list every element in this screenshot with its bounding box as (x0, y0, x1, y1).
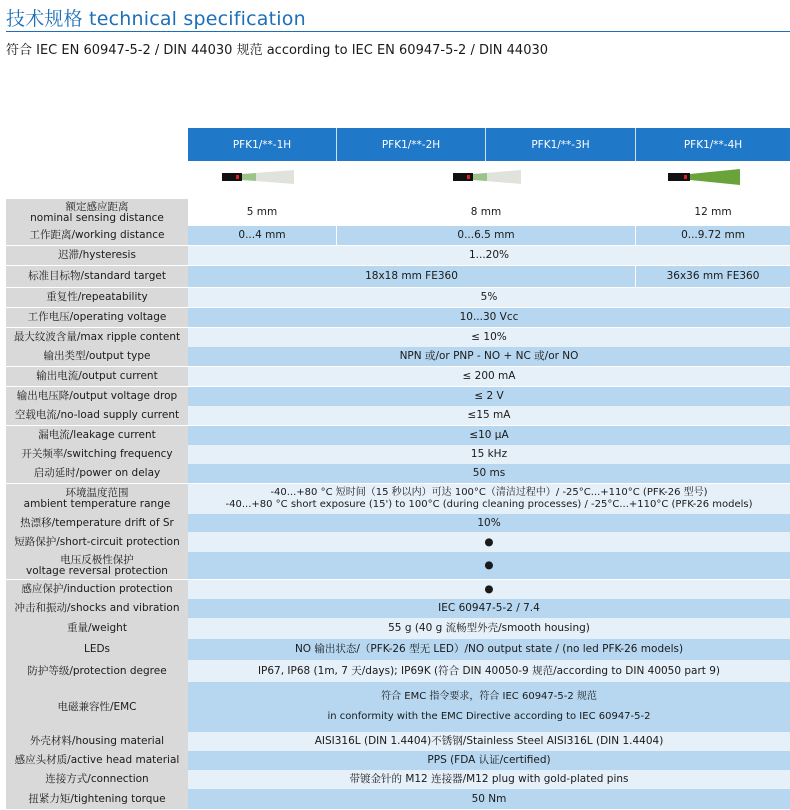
row-label-en: nominal sensing distance (30, 211, 164, 224)
row-switching-frequency (6, 445, 790, 464)
row-label: 输出类型/output type (6, 347, 188, 366)
row-label: 外壳材料/housing material (6, 732, 188, 751)
column-header-4h: PFK1/**-4H (636, 128, 790, 161)
row-value: ≤15 mA (188, 406, 790, 425)
value-4h: 36x36 mm FE360 (636, 266, 790, 287)
row-value: ● (188, 552, 790, 579)
row-label: 防护等级/protection degree (6, 660, 188, 682)
row-value: 50 Nm (188, 789, 790, 809)
row-value: ● (188, 532, 790, 552)
row-leds (6, 639, 790, 660)
row-value: PPS (FDA 认证/certified) (188, 751, 790, 770)
row-voltage-reversal-protection (6, 552, 790, 579)
row-label: 标准目标物/standard target (6, 266, 188, 287)
row-label (6, 199, 188, 226)
row-label: 连接方式/connection (6, 770, 188, 789)
row-hysteresis (6, 246, 790, 265)
row-value: ≤ 2 V (188, 387, 790, 406)
row-value: NPN 或/or PNP - NO + NC 或/or NO (188, 347, 790, 366)
row-no-load-current (6, 406, 790, 425)
column-header-2h: PFK1/**-2H (337, 128, 485, 161)
row-output-current (6, 367, 790, 386)
row-value: 50 ms (188, 464, 790, 483)
row-emc (6, 682, 790, 732)
row-label (6, 484, 188, 514)
row-housing-material (6, 732, 790, 751)
row-tightening-torque (6, 789, 790, 809)
row-value: ≤10 µA (188, 426, 790, 445)
row-label (6, 552, 188, 579)
row-operating-voltage (6, 308, 790, 327)
row-power-on-delay (6, 464, 790, 483)
row-output-voltage-drop (6, 387, 790, 406)
row-output-type (6, 347, 790, 366)
row-value: 55 g (40 g 流畅型外壳/smooth housing) (188, 618, 790, 639)
row-value: ● (188, 580, 790, 599)
row-label: 感应头材质/active head material (6, 751, 188, 770)
row-value: 10...30 Vcc (188, 308, 790, 327)
row-value: 5% (188, 288, 790, 307)
row-value: NO 输出状态/（PFK-26 型无 LED）/NO output state / (no led PFK-26 models) (188, 639, 790, 660)
value-line-en: -40...+80 °C short exposure (15') to 100°C (during cleaning processes) / -25°C...+110°C (PFK-26 models) (225, 499, 753, 510)
page-subtitle: 符合 IEC EN 60947-5-2 / DIN 44030 规范 according to IEC EN 60947-5-2 / DIN 44030 (6, 43, 549, 58)
row-weight (6, 618, 790, 639)
row-induction-protection (6, 580, 790, 599)
row-label: 电磁兼容性/EMC (6, 682, 188, 732)
row-temperature-drift (6, 514, 790, 532)
sensor-4h-icon (668, 169, 740, 185)
row-label: 工作电压/operating voltage (6, 308, 188, 327)
row-connection (6, 770, 790, 789)
row-label: 扭紧力矩/tightening torque (6, 789, 188, 809)
value-2h-3h: 0...6.5 mm (337, 226, 635, 245)
row-label: 重复性/repeatability (6, 288, 188, 307)
row-value: 带镀金针的 M12 连接器/M12 plug with gold-plated pins (188, 770, 790, 789)
row-label: 冲击和振动/shocks and vibration (6, 599, 188, 618)
row-value (188, 682, 790, 732)
row-protection-degree (6, 660, 790, 682)
value-1h-3h: 18x18 mm FE360 (188, 266, 635, 287)
row-value: ≤ 10% (188, 328, 790, 347)
value-line-cn: 符合 EMC 指令要求，符合 IEC 60947-5-2 规范 (381, 691, 597, 702)
column-header-3h: PFK1/**-3H (486, 128, 635, 161)
row-active-head-material (6, 751, 790, 770)
row-label: LEDs (6, 639, 188, 660)
row-sensing-distance (6, 199, 790, 226)
row-value: AISI316L (DIN 1.4404)不锈钢/Stainless Steel AISI316L (DIN 1.4404) (188, 732, 790, 751)
row-label-en: ambient temperature range (23, 498, 171, 510)
row-value (188, 484, 790, 514)
sensor-2h-icon (453, 170, 521, 184)
row-label: 最大纹波含量/max ripple content (6, 328, 188, 347)
row-value: ≤ 200 mA (188, 367, 790, 386)
row-value: 10% (188, 514, 790, 532)
row-label: 感应保护/induction protection (6, 580, 188, 599)
row-label: 漏电流/leakage current (6, 426, 188, 445)
value-1h: 5 mm (246, 206, 278, 218)
row-label-cn: 环境温度范围 (65, 487, 129, 499)
value-line-cn: -40...+80 °C 短时间（15 秒以内）可达 100°C（清洁过程中）/ -25°C...+110°C (PFK-26 型号) (270, 487, 708, 498)
value-2h-3h: 8 mm (470, 206, 502, 218)
page-title: 技术规格 technical specification (6, 8, 306, 30)
title-divider (6, 31, 790, 32)
sensor-icons-row (6, 161, 790, 191)
row-label-cn: 额定感应距离 (65, 200, 129, 213)
row-value: 15 kHz (188, 445, 790, 464)
row-label: 短路保护/short-circuit protection (6, 532, 188, 552)
column-header-1h: PFK1/**-1H (188, 128, 336, 161)
row-label: 热漂移/temperature drift of Sr (6, 514, 188, 532)
row-shocks-vibration (6, 599, 790, 618)
value-line-en: in conformity with the EMC Directive according to IEC 60947-5-2 (327, 711, 651, 722)
row-label: 开关频率/switching frequency (6, 445, 188, 464)
value-1h: 0...4 mm (188, 226, 336, 245)
value-4h: 0...9.72 mm (636, 226, 790, 245)
row-label: 工作距离/working distance (6, 226, 188, 245)
row-label: 迟滞/hysteresis (6, 246, 188, 265)
row-value: IEC 60947-5-2 / 7.4 (188, 599, 790, 618)
row-value: 1...20% (188, 246, 790, 265)
row-short-circuit-protection (6, 532, 790, 552)
row-ambient-temperature (6, 484, 790, 514)
row-label: 输出电压降/output voltage drop (6, 387, 188, 406)
row-repeatability (6, 288, 790, 307)
row-label: 重量/weight (6, 618, 188, 639)
value-4h: 12 mm (694, 206, 732, 218)
row-label: 输出电流/output current (6, 367, 188, 386)
row-working-distance (6, 226, 790, 245)
row-max-ripple (6, 328, 790, 347)
sensor-1h-icon (222, 170, 294, 184)
row-value: IP67, IP68 (1m, 7 天/days); IP69K (符合 DIN 40050-9 规范/according to DIN 40050 part 9) (188, 660, 790, 682)
row-standard-target (6, 266, 790, 287)
row-leakage-current (6, 426, 790, 445)
row-label-cn: 电压反极性保护 (60, 553, 134, 566)
row-label-en: voltage reversal protection (26, 564, 168, 577)
row-label: 空载电流/no-load supply current (6, 406, 188, 425)
row-label: 启动延时/power on delay (6, 464, 188, 483)
